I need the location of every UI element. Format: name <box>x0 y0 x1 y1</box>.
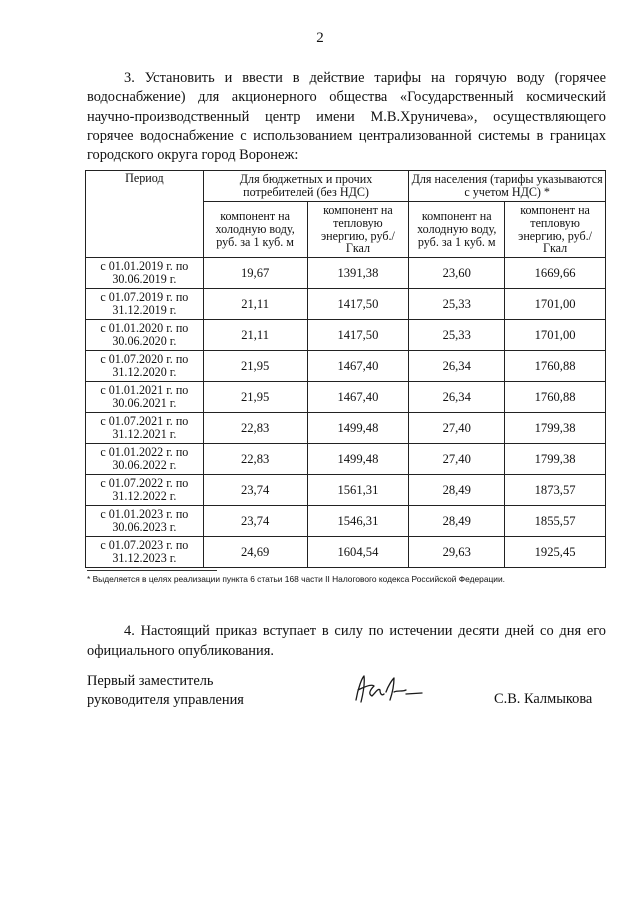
heat-population-value: 1799,38 <box>505 444 606 475</box>
table-row <box>86 320 606 351</box>
row-period: с 01.07.2020 г. по 31.12.2020 г. <box>86 351 204 382</box>
row-period: с 01.01.2020 г. по 30.06.2020 г. <box>86 320 204 351</box>
cold-water-budget-value: 19,67 <box>203 258 307 289</box>
table-row <box>86 475 606 506</box>
footnote-divider <box>87 570 217 571</box>
footnote: * Выделяется в целях реализации пункта 6 статьи 168 части II Налогового кодекса Российской Федерации. <box>87 574 505 584</box>
table-row <box>86 258 606 289</box>
heat-budget-value: 1417,50 <box>307 320 409 351</box>
cold-water-population-value: 25,33 <box>409 320 505 351</box>
cold-water-budget-value: 21,11 <box>203 320 307 351</box>
cold-water-budget-value: 21,95 <box>203 351 307 382</box>
table-row <box>86 444 606 475</box>
heat-budget-value: 1604,54 <box>307 537 409 568</box>
cold-water-population-value: 23,60 <box>409 258 505 289</box>
heat-budget-value: 1561,31 <box>307 475 409 506</box>
handwritten-signature-icon <box>348 670 428 710</box>
heat-population-value: 1701,00 <box>505 320 606 351</box>
cold-water-budget-value: 22,83 <box>203 413 307 444</box>
cold-water-budget-value: 23,74 <box>203 475 307 506</box>
cold-water-budget-value: 24,69 <box>203 537 307 568</box>
heat-population-value: 1873,57 <box>505 475 606 506</box>
table-row <box>86 289 606 320</box>
row-period: с 01.01.2022 г. по 30.06.2022 г. <box>86 444 204 475</box>
header-heat-budget: компонент на тепловую энергию, руб./Гкал <box>307 202 409 258</box>
row-period: с 01.07.2023 г. по 31.12.2023 г. <box>86 537 204 568</box>
cold-water-population-value: 29,63 <box>409 537 505 568</box>
paragraph-3: 3. Установить и ввести в действие тарифы на горячую воду (горячее водоснабжение) для акционерного общества «Государственный космический научно-производственный центр имени М.В.Хруничева», осуществляющего горячее водоснабжение с использованием централизованной системы в границах городского округа город Воронеж: <box>87 70 606 164</box>
cold-water-population-value: 26,34 <box>409 382 505 413</box>
heat-population-value: 1799,38 <box>505 413 606 444</box>
cold-water-budget-value: 22,83 <box>203 444 307 475</box>
cold-water-population-value: 27,40 <box>409 413 505 444</box>
heat-budget-value: 1391,38 <box>307 258 409 289</box>
heat-budget-value: 1499,48 <box>307 444 409 475</box>
table-row <box>86 351 606 382</box>
row-period: с 01.07.2022 г. по 31.12.2022 г. <box>86 475 204 506</box>
row-period: с 01.01.2023 г. по 30.06.2023 г. <box>86 506 204 537</box>
tariff-table <box>85 170 606 568</box>
header-cold-water-population: компонент на холодную воду, руб. за 1 куб. м <box>409 202 505 258</box>
signatory-title <box>87 672 244 710</box>
heat-population-value: 1855,57 <box>505 506 606 537</box>
header-group-budget: Для бюджетных и прочих потребителей (без НДС) <box>203 171 409 202</box>
heat-population-value: 1925,45 <box>505 537 606 568</box>
row-period: с 01.07.2019 г. по 31.12.2019 г. <box>86 289 204 320</box>
cold-water-budget-value: 23,74 <box>203 506 307 537</box>
row-period: с 01.01.2019 г. по 30.06.2019 г. <box>86 258 204 289</box>
heat-population-value: 1760,88 <box>505 351 606 382</box>
header-group-population: Для населения (тарифы указываются с учетом НДС) * <box>409 171 606 202</box>
heat-budget-value: 1467,40 <box>307 351 409 382</box>
signatory-title-line-2: руководителя управления <box>87 692 244 708</box>
table-row <box>86 382 606 413</box>
heat-population-value: 1701,00 <box>505 289 606 320</box>
table-row <box>86 413 606 444</box>
heat-budget-value: 1499,48 <box>307 413 409 444</box>
heat-population-value: 1669,66 <box>505 258 606 289</box>
header-period: Период <box>86 171 204 258</box>
header-heat-population: компонент на тепловую энергию, руб./Гкал <box>505 202 606 258</box>
cold-water-population-value: 28,49 <box>409 506 505 537</box>
signatory-name: С.В. Калмыкова <box>494 691 593 707</box>
cold-water-budget-value: 21,95 <box>203 382 307 413</box>
page-number: 2 <box>316 30 324 46</box>
heat-population-value: 1760,88 <box>505 382 606 413</box>
row-period: с 01.07.2021 г. по 31.12.2021 г. <box>86 413 204 444</box>
heat-budget-value: 1417,50 <box>307 289 409 320</box>
heat-budget-value: 1546,31 <box>307 506 409 537</box>
table-row <box>86 506 606 537</box>
cold-water-population-value: 27,40 <box>409 444 505 475</box>
cold-water-population-value: 26,34 <box>409 351 505 382</box>
cold-water-budget-value: 21,11 <box>203 289 307 320</box>
cold-water-population-value: 28,49 <box>409 475 505 506</box>
row-period: с 01.01.2021 г. по 30.06.2021 г. <box>86 382 204 413</box>
heat-budget-value: 1467,40 <box>307 382 409 413</box>
signatory-title-line-1: Первый заместитель <box>87 673 214 689</box>
table-row <box>86 537 606 568</box>
cold-water-population-value: 25,33 <box>409 289 505 320</box>
paragraph-4: 4. Настоящий приказ вступает в силу по истечении десяти дней со дня его официального опубликования. <box>87 623 606 659</box>
header-cold-water-budget: компонент на холодную воду, руб. за 1 куб. м <box>203 202 307 258</box>
